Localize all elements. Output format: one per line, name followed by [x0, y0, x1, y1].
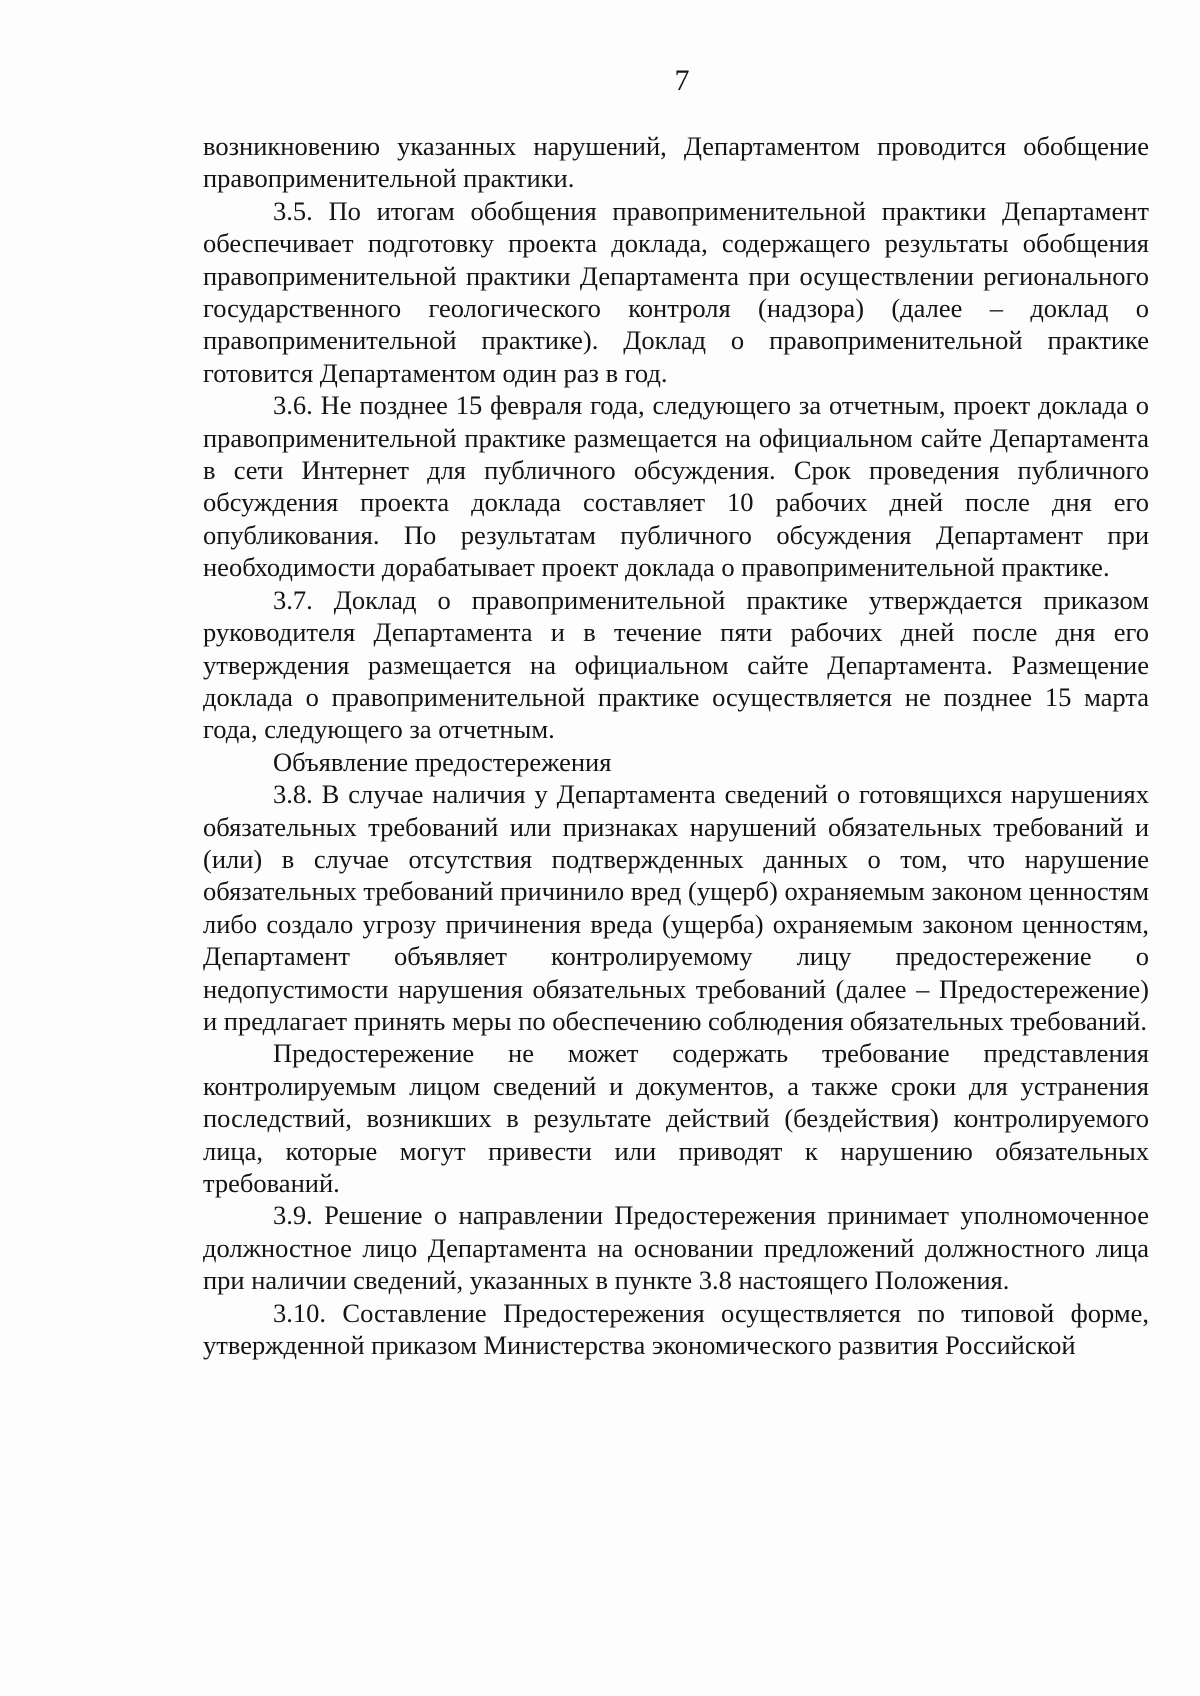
paragraph-3-5: 3.5. По итогам обобщения правоприменительной практики Департамент обеспечивает подготовку проекта доклада, содержащего результаты обобщения правоприменительной практики Департамента при осуществлении регионального государственного геологического контроля (надзора) (далее – доклад о правоприменительной практике). Доклад о правоприменительной практике готовится Департаментом один раз в год. [203, 195, 1149, 388]
paragraph-3-8: 3.8. В случае наличия у Департамента сведений о готовящихся нарушениях обязательных требований или признаках нарушений обязательных требований и (или) в случае отсутствия подтвержденных данных о том, что нарушение обязательных требований причинило вред (ущерб) охраняемым законом ценностям либо создало угрозу причинения вреда (ущерба) охраняемым законом ценностям, Департамент объявляет контролируемому лицу предостережение о недопустимости нарушения обязательных требований (далее – Предостережение) и предлагает принять меры по обеспечению соблюдения обязательных требований. [203, 779, 1149, 1036]
page-number: 7 [674, 64, 690, 97]
document-body [203, 130, 1149, 1361]
paragraph-warning-limits: Предостережение не может содержать требование представления контролируемым лицом сведений и документов, а также сроки для устранения последствий, возникших в результате действий (бездействия) контролируемого лица, которые могут привести или приводят к нарушению обязательных требований. [203, 1038, 1149, 1198]
paragraph-3-10: 3.10. Составление Предостережения осуществляется по типовой форме, утвержденной приказом Министерства экономического развития Российской [203, 1297, 1149, 1361]
paragraph-3-7: 3.7. Доклад о правоприменительной практике утверждается приказом руководителя Департамента и в течение пяти рабочих дней после дня его утверждения размещается на официальном сайте Департамента. Размещение доклада о правоприменительной практике осуществляется не позднее 15 марта года, следующего за отчетным. [203, 584, 1149, 745]
section-heading: Объявление предостережения [273, 746, 612, 777]
paragraph-3-6: 3.6. Не позднее 15 февраля года, следующего за отчетным, проект доклада о правоприменительной практике размещается на официальном сайте Департамента в сети Интернет для публичного обсуждения. Срок проведения публичного обсуждения проекта доклада составляет 10 рабочих дней после дня его опубликования. По результатам публичного обсуждения Департамент при необходимости дорабатывает проект доклада о правоприменительной практике. [203, 390, 1149, 583]
paragraph-3-9: 3.9. Решение о направлении Предостережения принимает уполномоченное должностное лицо Департамента на основании предложений должностного лица при наличии сведений, указанных в пункте 3.8 настоящего Положения. [203, 1200, 1149, 1296]
paragraph-continuation: возникновению указанных нарушений, Департаментом проводится обобщение правоприменительной практики. [203, 131, 1149, 194]
